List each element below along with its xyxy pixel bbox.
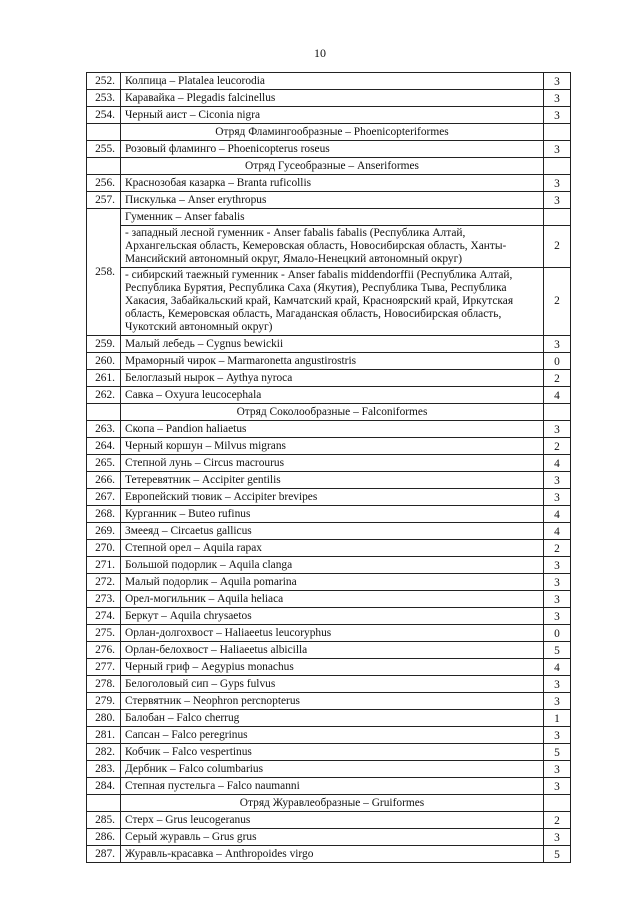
table-row (87, 608, 571, 625)
table-row (87, 370, 571, 387)
table-row (87, 489, 571, 506)
table-row (87, 209, 571, 226)
row-number: 255. (87, 141, 121, 158)
order-name: Отряд Соколообразные – Falconiformes (121, 404, 544, 421)
table-row (87, 693, 571, 710)
table-row (87, 812, 571, 829)
category-value: 2 (544, 540, 571, 557)
species-name: Белоглазый нырок – Aythya nyroca (121, 370, 544, 387)
species-name: Орлан-белохвост – Haliaeetus albicilla (121, 642, 544, 659)
row-number: 264. (87, 438, 121, 455)
table-row (87, 557, 571, 574)
species-name: Черный коршун – Milvus migrans (121, 438, 544, 455)
row-number: 256. (87, 175, 121, 192)
row-number: 254. (87, 107, 121, 124)
category-value: 2 (544, 370, 571, 387)
table-row (87, 506, 571, 523)
table-row (87, 829, 571, 846)
category-value: 4 (544, 506, 571, 523)
table-row (87, 438, 571, 455)
species-name: Тетеревятник – Accipiter gentilis (121, 472, 544, 489)
row-number: 276. (87, 642, 121, 659)
category-value: 3 (544, 107, 571, 124)
category-value: 4 (544, 455, 571, 472)
table-row (87, 472, 571, 489)
category-value: 3 (544, 489, 571, 506)
table-row (87, 676, 571, 693)
species-name: Курганник – Buteo rufinus (121, 506, 544, 523)
row-number: 284. (87, 778, 121, 795)
order-header-row (87, 124, 571, 141)
species-name: Колпица – Platalea leucorodia (121, 73, 544, 90)
order-header-row (87, 404, 571, 421)
species-name: Малый подорлик – Aquila pomarina (121, 574, 544, 591)
table-row (87, 353, 571, 370)
row-number: 278. (87, 676, 121, 693)
category-value: 1 (544, 710, 571, 727)
row-number: 285. (87, 812, 121, 829)
table-row (87, 659, 571, 676)
table-row (87, 846, 571, 863)
species-name: Дербник – Falco columbarius (121, 761, 544, 778)
table-row (87, 710, 571, 727)
category-value: 3 (544, 557, 571, 574)
order-name: Отряд Фламингообразные – Phoenicopteriformes (121, 124, 544, 141)
category-empty (544, 795, 571, 812)
table-row (87, 523, 571, 540)
category-empty (544, 158, 571, 175)
subspecies-text: - западный лесной гуменник - Anser fabalis fabalis (Республика Алтай, Архангельская область, Кемеровская область, Новосибирская область, Ханты-Мансийский автономный округ, Ямало-Ненецкий автономный округ) (121, 226, 544, 268)
row-number-empty (87, 795, 121, 812)
species-name: Каравайка – Plegadis falcinellus (121, 90, 544, 107)
category-value: 3 (544, 693, 571, 710)
row-number: 282. (87, 744, 121, 761)
subspecies-row (87, 226, 571, 268)
row-number: 271. (87, 557, 121, 574)
subspecies-row (87, 268, 571, 336)
species-name: Орлан-долгохвост – Haliaeetus leucoryphus (121, 625, 544, 642)
table-row (87, 455, 571, 472)
table-row (87, 387, 571, 404)
row-number-empty (87, 404, 121, 421)
category-value: 5 (544, 744, 571, 761)
category-empty (544, 209, 571, 226)
species-name: Краснозобая казарка – Branta ruficollis (121, 175, 544, 192)
row-number: 277. (87, 659, 121, 676)
category-value: 5 (544, 846, 571, 863)
species-name: Розовый фламинго – Phoenicopterus roseus (121, 141, 544, 158)
species-table-body (87, 73, 571, 863)
table-row (87, 421, 571, 438)
row-number: 266. (87, 472, 121, 489)
category-value: 2 (544, 268, 571, 336)
category-value: 3 (544, 608, 571, 625)
category-value: 3 (544, 829, 571, 846)
table-row (87, 761, 571, 778)
row-number: 263. (87, 421, 121, 438)
table-row (87, 591, 571, 608)
species-name: Пискулька – Anser erythropus (121, 192, 544, 209)
category-empty (544, 124, 571, 141)
row-number: 272. (87, 574, 121, 591)
table-row (87, 90, 571, 107)
species-name: Мраморный чирок – Marmaronetta angustirostris (121, 353, 544, 370)
species-name: Серый журавль – Grus grus (121, 829, 544, 846)
row-number-empty (87, 158, 121, 175)
category-value: 3 (544, 73, 571, 90)
species-name: Змееяд – Circaetus gallicus (121, 523, 544, 540)
row-number: 265. (87, 455, 121, 472)
category-value: 3 (544, 574, 571, 591)
category-value: 3 (544, 192, 571, 209)
row-number: 281. (87, 727, 121, 744)
category-value: 5 (544, 642, 571, 659)
species-name: Гуменник – Anser fabalis (121, 209, 544, 226)
table-row (87, 625, 571, 642)
table-row (87, 540, 571, 557)
species-name: Стервятник – Neophron percnopterus (121, 693, 544, 710)
row-number: 270. (87, 540, 121, 557)
row-number: 260. (87, 353, 121, 370)
category-value: 2 (544, 812, 571, 829)
species-name: Балобан – Falco cherrug (121, 710, 544, 727)
category-value: 3 (544, 421, 571, 438)
row-number: 287. (87, 846, 121, 863)
row-number-empty (87, 124, 121, 141)
category-value: 0 (544, 625, 571, 642)
order-header-row (87, 158, 571, 175)
species-name: Большой подорлик – Aquila clanga (121, 557, 544, 574)
order-name: Отряд Журавлеобразные – Gruiformes (121, 795, 544, 812)
subspecies-text: - сибирский таежный гуменник - Anser fabalis middendorffii (Республика Алтай, Республика Бурятия, Республика Саха (Якутия), Республика Тыва, Республика Хакасия, Забайкальский край, Камчатский край, Красноярский край, Иркутская область, Кемеровская область, Магаданская область, Новосибирская область, Чукотский автономный округ) (121, 268, 544, 336)
category-value: 3 (544, 727, 571, 744)
table-row (87, 73, 571, 90)
category-value: 4 (544, 387, 571, 404)
species-table (86, 72, 571, 863)
species-name: Савка – Oxyura leucocephala (121, 387, 544, 404)
page-number: 10 (314, 46, 326, 60)
row-number: 253. (87, 90, 121, 107)
category-value: 4 (544, 523, 571, 540)
table-row (87, 727, 571, 744)
category-value: 3 (544, 676, 571, 693)
row-number: 280. (87, 710, 121, 727)
table-row (87, 336, 571, 353)
row-number: 259. (87, 336, 121, 353)
row-number: 275. (87, 625, 121, 642)
category-empty (544, 404, 571, 421)
species-name: Степная пустельга – Falco naumanni (121, 778, 544, 795)
category-value: 2 (544, 438, 571, 455)
category-value: 3 (544, 472, 571, 489)
species-name: Беркут – Aquila chrysaetos (121, 608, 544, 625)
row-number: 261. (87, 370, 121, 387)
species-name: Кобчик – Falco vespertinus (121, 744, 544, 761)
table-row (87, 574, 571, 591)
row-number: 262. (87, 387, 121, 404)
species-name: Черный гриф – Aegypius monachus (121, 659, 544, 676)
table-row (87, 141, 571, 158)
table-row (87, 744, 571, 761)
row-number: 273. (87, 591, 121, 608)
table-row (87, 175, 571, 192)
order-header-row (87, 795, 571, 812)
table-row (87, 192, 571, 209)
category-value: 2 (544, 226, 571, 268)
species-name: Сапсан – Falco peregrinus (121, 727, 544, 744)
species-name: Малый лебедь – Cygnus bewickii (121, 336, 544, 353)
species-name: Скопа – Pandion haliaetus (121, 421, 544, 438)
category-value: 3 (544, 175, 571, 192)
row-number: 252. (87, 73, 121, 90)
row-number: 274. (87, 608, 121, 625)
category-value: 3 (544, 141, 571, 158)
row-number: 286. (87, 829, 121, 846)
species-name: Журавль-красавка – Anthropoides virgo (121, 846, 544, 863)
category-value: 0 (544, 353, 571, 370)
row-number: 257. (87, 192, 121, 209)
species-name: Степной орел – Aquila rapax (121, 540, 544, 557)
row-number: 283. (87, 761, 121, 778)
species-name: Орел-могильник – Aquila heliaca (121, 591, 544, 608)
category-value: 3 (544, 761, 571, 778)
species-name: Европейский тювик – Accipiter brevipes (121, 489, 544, 506)
table-row (87, 642, 571, 659)
table-row (87, 107, 571, 124)
table-row (87, 778, 571, 795)
category-value: 3 (544, 778, 571, 795)
category-value: 4 (544, 659, 571, 676)
category-value: 3 (544, 336, 571, 353)
species-name: Степной лунь – Circus macrourus (121, 455, 544, 472)
row-number: 279. (87, 693, 121, 710)
species-name: Черный аист – Ciconia nigra (121, 107, 544, 124)
order-name: Отряд Гусеобразные – Anseriformes (121, 158, 544, 175)
species-name: Стерх – Grus leucogeranus (121, 812, 544, 829)
row-number: 269. (87, 523, 121, 540)
row-number: 268. (87, 506, 121, 523)
category-value: 3 (544, 90, 571, 107)
row-number: 267. (87, 489, 121, 506)
category-value: 3 (544, 591, 571, 608)
row-number: 258. (87, 209, 121, 336)
species-name: Белоголовый сип – Gyps fulvus (121, 676, 544, 693)
